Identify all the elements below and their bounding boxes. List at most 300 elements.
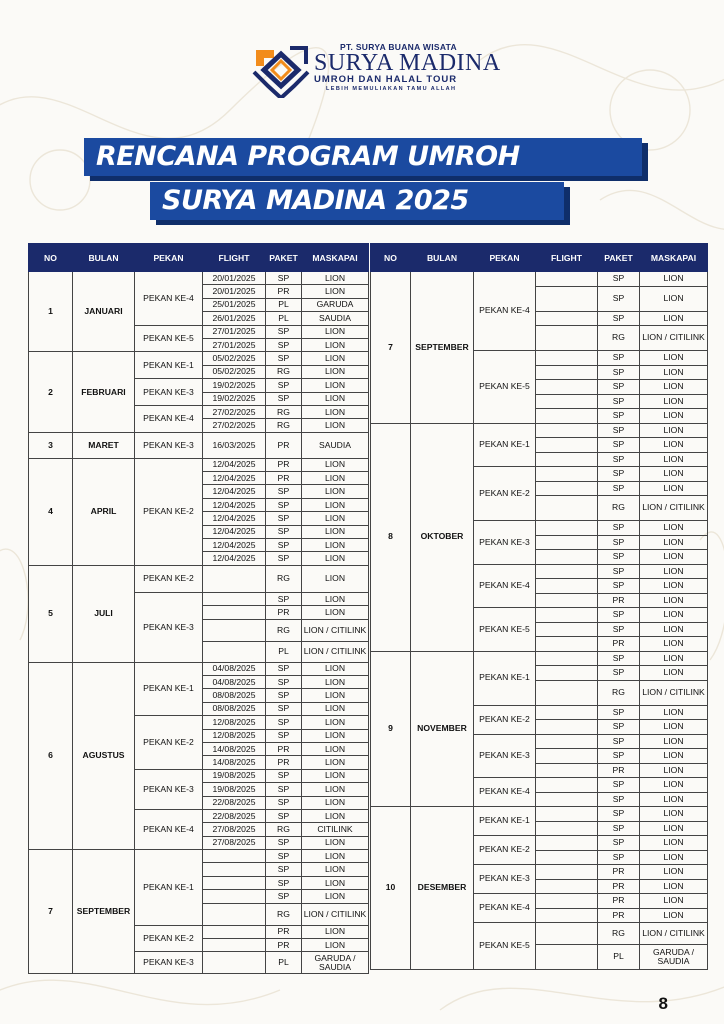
package-cell: SP: [266, 552, 302, 565]
week-cell: PEKAN KE-1: [135, 662, 203, 716]
airline-cell: LION: [302, 675, 369, 688]
package-cell: PL: [598, 945, 640, 970]
airline-cell: LION: [640, 564, 708, 579]
package-cell: SP: [266, 498, 302, 511]
table-row: [371, 272, 708, 287]
airline-cell: LION: [302, 783, 369, 796]
week-cell: PEKAN KE-3: [474, 865, 536, 894]
table-row: [371, 423, 708, 438]
package-cell: RG: [266, 619, 302, 641]
package-cell: SP: [598, 651, 640, 666]
airline-cell: LION: [302, 365, 369, 378]
company-brand-name: SURYA MADINA: [314, 50, 501, 76]
week-cell: PEKAN KE-2: [474, 836, 536, 865]
package-cell: PR: [266, 939, 302, 952]
flight-date-cell: 05/02/2025: [203, 352, 266, 365]
package-cell: PR: [598, 637, 640, 652]
package-cell: PR: [266, 285, 302, 298]
week-cell: PEKAN KE-1: [474, 651, 536, 705]
airline-cell: LION: [302, 769, 369, 782]
surya-madina-logo-mark: [250, 42, 312, 98]
week-cell: PEKAN KE-5: [474, 608, 536, 652]
flight-date-cell: [536, 564, 598, 579]
month-name-cell: MARET: [73, 432, 135, 458]
package-cell: RG: [598, 923, 640, 945]
flight-date-cell: [536, 438, 598, 453]
airline-cell: LION: [640, 467, 708, 482]
airline-cell: LION: [640, 879, 708, 894]
package-cell: SP: [266, 675, 302, 688]
airline-cell: LION: [640, 579, 708, 594]
airline-cell: LION: [302, 939, 369, 952]
airline-cell: CITILINK: [302, 823, 369, 836]
airline-cell: LION: [302, 742, 369, 755]
package-cell: SP: [598, 467, 640, 482]
package-cell: SP: [266, 379, 302, 392]
flight-date-cell: 12/08/2025: [203, 729, 266, 742]
flight-date-cell: [536, 481, 598, 496]
flight-date-cell: 04/08/2025: [203, 662, 266, 675]
flight-date-cell: [536, 452, 598, 467]
flight-date-cell: 12/04/2025: [203, 458, 266, 471]
month-number-cell: 9: [371, 651, 411, 807]
week-cell: PEKAN KE-3: [135, 592, 203, 662]
week-cell: PEKAN KE-3: [135, 379, 203, 406]
airline-cell: LION / CITILINK: [302, 903, 369, 925]
week-cell: PEKAN KE-2: [135, 716, 203, 770]
package-cell: SP: [598, 311, 640, 326]
package-cell: SP: [598, 481, 640, 496]
flight-date-cell: 19/08/2025: [203, 769, 266, 782]
flight-date-cell: [536, 680, 598, 705]
week-cell: PEKAN KE-2: [135, 458, 203, 565]
flight-date-cell: [536, 593, 598, 608]
flight-date-cell: 12/04/2025: [203, 512, 266, 525]
package-cell: SP: [598, 365, 640, 380]
package-cell: PR: [266, 606, 302, 619]
package-cell: SP: [266, 783, 302, 796]
airline-cell: LION: [640, 438, 708, 453]
airline-cell: LION: [302, 565, 369, 592]
week-cell: PEKAN KE-4: [474, 778, 536, 807]
package-cell: SP: [266, 863, 302, 876]
airline-cell: LION: [640, 593, 708, 608]
package-cell: PR: [266, 925, 302, 938]
flight-date-cell: 08/08/2025: [203, 689, 266, 702]
airline-cell: LION: [640, 651, 708, 666]
header-bulan: BULAN: [411, 244, 474, 272]
airline-cell: LION: [302, 392, 369, 405]
airline-cell: LION: [302, 756, 369, 769]
package-cell: SP: [266, 876, 302, 889]
airline-cell: LION: [640, 423, 708, 438]
month-name-cell: FEBRUARI: [73, 352, 135, 432]
airline-cell: LION: [640, 409, 708, 424]
flight-date-cell: 26/01/2025: [203, 312, 266, 325]
airline-cell: LION: [640, 311, 708, 326]
airline-cell: LION: [302, 539, 369, 552]
airline-cell: GARUDA / SAUDIA: [640, 945, 708, 970]
airline-cell: SAUDIA: [302, 312, 369, 325]
flight-date-cell: [536, 734, 598, 749]
package-cell: SP: [598, 438, 640, 453]
week-cell: PEKAN KE-4: [135, 809, 203, 849]
week-cell: PEKAN KE-4: [474, 272, 536, 351]
package-cell: RG: [266, 405, 302, 418]
flight-date-cell: [536, 894, 598, 909]
package-cell: SP: [598, 579, 640, 594]
month-number-cell: 5: [29, 565, 73, 662]
flight-date-cell: [203, 939, 266, 952]
package-cell: SP: [266, 850, 302, 863]
airline-cell: LION: [640, 749, 708, 764]
flight-date-cell: [203, 565, 266, 592]
airline-cell: LION: [302, 662, 369, 675]
table-row: [29, 352, 369, 365]
company-subtitle: UMROH DAN HALAL TOUR: [314, 74, 458, 85]
week-cell: PEKAN KE-1: [135, 850, 203, 926]
package-cell: SP: [266, 539, 302, 552]
package-cell: RG: [266, 903, 302, 925]
flight-date-cell: [536, 286, 598, 311]
flight-date-cell: 27/02/2025: [203, 419, 266, 432]
flight-date-cell: [203, 890, 266, 903]
flight-date-cell: [203, 863, 266, 876]
airline-cell: LION: [640, 705, 708, 720]
flight-date-cell: 19/02/2025: [203, 392, 266, 405]
flight-date-cell: [203, 876, 266, 889]
airline-cell: LION: [302, 890, 369, 903]
flight-date-cell: 19/02/2025: [203, 379, 266, 392]
airline-cell: GARUDA: [302, 298, 369, 311]
flight-date-cell: 05/02/2025: [203, 365, 266, 378]
week-cell: PEKAN KE-3: [474, 734, 536, 778]
month-number-cell: 2: [29, 352, 73, 432]
header-paket: PAKET: [266, 244, 302, 272]
package-cell: SP: [598, 564, 640, 579]
flight-date-cell: [203, 606, 266, 619]
flight-date-cell: [536, 836, 598, 851]
week-cell: PEKAN KE-5: [135, 325, 203, 352]
airline-cell: LION: [302, 702, 369, 715]
flight-date-cell: [536, 326, 598, 351]
company-logo: [250, 40, 501, 98]
flight-date-cell: 16/03/2025: [203, 432, 266, 458]
table-row: [371, 651, 708, 666]
airline-cell: LION: [302, 485, 369, 498]
flight-date-cell: 12/04/2025: [203, 498, 266, 511]
flight-date-cell: [203, 925, 266, 938]
airline-cell: LION: [302, 925, 369, 938]
month-name-cell: OKTOBER: [411, 423, 474, 651]
package-cell: SP: [598, 452, 640, 467]
airline-cell: LION: [640, 521, 708, 536]
flight-date-cell: 12/04/2025: [203, 472, 266, 485]
package-cell: SP: [598, 792, 640, 807]
week-cell: PEKAN KE-2: [474, 467, 536, 521]
package-cell: SP: [266, 592, 302, 605]
package-cell: SP: [266, 272, 302, 285]
package-cell: RG: [266, 565, 302, 592]
flight-date-cell: [536, 521, 598, 536]
airline-cell: LION: [640, 637, 708, 652]
airline-cell: LION: [640, 550, 708, 565]
package-cell: SP: [598, 550, 640, 565]
package-cell: SP: [598, 850, 640, 865]
flight-date-cell: [536, 879, 598, 894]
flight-date-cell: [536, 622, 598, 637]
flight-date-cell: [536, 351, 598, 366]
airline-cell: LION / CITILINK: [302, 619, 369, 641]
airline-cell: LION: [640, 720, 708, 735]
table-row: [29, 458, 369, 471]
flight-date-cell: 08/08/2025: [203, 702, 266, 715]
airline-cell: LION / CITILINK: [640, 496, 708, 521]
package-cell: SP: [598, 535, 640, 550]
flight-date-cell: 19/08/2025: [203, 783, 266, 796]
package-cell: PR: [598, 894, 640, 909]
flight-date-cell: [203, 641, 266, 662]
airline-cell: LION: [302, 863, 369, 876]
package-cell: SP: [266, 525, 302, 538]
airline-cell: LION: [640, 272, 708, 287]
package-cell: RG: [598, 326, 640, 351]
package-cell: SP: [598, 622, 640, 637]
airline-cell: GARUDA / SAUDIA: [302, 952, 369, 974]
package-cell: SP: [598, 749, 640, 764]
month-number-cell: 7: [371, 272, 411, 424]
package-cell: PR: [266, 472, 302, 485]
flight-date-cell: 12/04/2025: [203, 525, 266, 538]
package-cell: SP: [266, 512, 302, 525]
airline-cell: LION: [640, 763, 708, 778]
flight-date-cell: 27/08/2025: [203, 823, 266, 836]
package-cell: SP: [598, 666, 640, 681]
flight-date-cell: 14/08/2025: [203, 742, 266, 755]
month-name-cell: NOVEMBER: [411, 651, 474, 807]
package-cell: SP: [266, 836, 302, 849]
airline-cell: LION: [640, 778, 708, 793]
package-cell: SP: [598, 380, 640, 395]
package-cell: RG: [266, 823, 302, 836]
flight-date-cell: [536, 850, 598, 865]
airline-cell: LION: [302, 689, 369, 702]
package-cell: SP: [598, 807, 640, 822]
airline-cell: LION: [302, 272, 369, 285]
title-banner-line-1: RENCANA PROGRAM UMROH: [84, 138, 642, 176]
week-cell: PEKAN KE-3: [135, 952, 203, 974]
package-cell: SP: [598, 272, 640, 287]
month-name-cell: JANUARI: [73, 272, 135, 352]
airline-cell: LION: [640, 481, 708, 496]
month-name-cell: APRIL: [73, 458, 135, 565]
airline-cell: LION: [302, 592, 369, 605]
airline-cell: LION: [640, 821, 708, 836]
airline-cell: LION: [640, 380, 708, 395]
airline-cell: LION: [302, 606, 369, 619]
airline-cell: LION: [640, 535, 708, 550]
airline-cell: LION: [302, 325, 369, 338]
flight-date-cell: 04/08/2025: [203, 675, 266, 688]
airline-cell: SAUDIA: [302, 432, 369, 458]
package-cell: SP: [266, 338, 302, 351]
header-maskapai: MASKAPAI: [302, 244, 369, 272]
airline-cell: LION: [640, 622, 708, 637]
title-banner-line-2: SURYA MADINA 2025: [150, 182, 564, 220]
week-cell: PEKAN KE-4: [474, 894, 536, 923]
package-cell: SP: [266, 325, 302, 338]
week-cell: PEKAN KE-4: [135, 405, 203, 432]
package-cell: SP: [598, 836, 640, 851]
flight-date-cell: 22/08/2025: [203, 796, 266, 809]
flight-date-cell: [536, 272, 598, 287]
flight-date-cell: [536, 666, 598, 681]
week-cell: PEKAN KE-1: [474, 807, 536, 836]
table-header-row: [29, 244, 369, 272]
month-number-cell: 10: [371, 807, 411, 970]
package-cell: SP: [598, 734, 640, 749]
package-cell: SP: [266, 890, 302, 903]
month-number-cell: 4: [29, 458, 73, 565]
table-row: [29, 850, 369, 863]
flight-date-cell: 27/01/2025: [203, 325, 266, 338]
airline-cell: LION: [640, 452, 708, 467]
package-cell: SP: [598, 394, 640, 409]
airline-cell: LION: [302, 472, 369, 485]
header-flight: FLIGHT: [203, 244, 266, 272]
week-cell: PEKAN KE-2: [135, 565, 203, 592]
package-cell: PR: [266, 458, 302, 471]
header-pekan: PEKAN: [135, 244, 203, 272]
table-row: [29, 432, 369, 458]
package-cell: PR: [598, 593, 640, 608]
table-row: [371, 807, 708, 822]
package-cell: SP: [266, 702, 302, 715]
airline-cell: LION: [302, 285, 369, 298]
package-cell: PR: [598, 908, 640, 923]
week-cell: PEKAN KE-3: [474, 521, 536, 565]
airline-cell: LION: [640, 734, 708, 749]
package-cell: SP: [598, 720, 640, 735]
month-name-cell: AGUSTUS: [73, 662, 135, 849]
package-cell: SP: [598, 821, 640, 836]
month-name-cell: SEPTEMBER: [411, 272, 474, 424]
airline-cell: LION: [302, 525, 369, 538]
week-cell: PEKAN KE-5: [474, 351, 536, 424]
flight-date-cell: 27/02/2025: [203, 405, 266, 418]
package-cell: PR: [266, 432, 302, 458]
flight-date-cell: [536, 394, 598, 409]
table-row: [29, 272, 369, 285]
table-header-row: [371, 244, 708, 272]
airline-cell: LION: [302, 836, 369, 849]
header-flight: FLIGHT: [536, 244, 598, 272]
header-no: NO: [29, 244, 73, 272]
package-cell: SP: [598, 778, 640, 793]
schedule-table-left: [28, 243, 369, 974]
package-cell: SP: [266, 716, 302, 729]
flight-date-cell: [536, 311, 598, 326]
month-name-cell: SEPTEMBER: [73, 850, 135, 974]
flight-date-cell: 12/04/2025: [203, 485, 266, 498]
package-cell: RG: [598, 496, 640, 521]
airline-cell: LION: [302, 498, 369, 511]
airline-cell: LION: [302, 729, 369, 742]
flight-date-cell: 25/01/2025: [203, 298, 266, 311]
flight-date-cell: [536, 821, 598, 836]
flight-date-cell: 22/08/2025: [203, 809, 266, 822]
package-cell: SP: [266, 392, 302, 405]
airline-cell: LION: [302, 379, 369, 392]
airline-cell: LION / CITILINK: [640, 680, 708, 705]
airline-cell: LION: [302, 458, 369, 471]
flight-date-cell: [536, 763, 598, 778]
month-number-cell: 3: [29, 432, 73, 458]
package-cell: SP: [266, 729, 302, 742]
package-cell: SP: [266, 769, 302, 782]
package-cell: SP: [266, 352, 302, 365]
month-number-cell: 6: [29, 662, 73, 849]
package-cell: PR: [598, 763, 640, 778]
company-legal-name: PT. SURYA BUANA WISATA: [340, 42, 457, 52]
month-number-cell: 7: [29, 850, 73, 974]
package-cell: SP: [266, 796, 302, 809]
flight-date-cell: [203, 850, 266, 863]
month-number-cell: 1: [29, 272, 73, 352]
flight-date-cell: 20/01/2025: [203, 285, 266, 298]
package-cell: PR: [598, 879, 640, 894]
schedule-table-right: [370, 243, 708, 970]
airline-cell: LION: [302, 876, 369, 889]
airline-cell: LION: [640, 394, 708, 409]
flight-date-cell: [536, 535, 598, 550]
airline-cell: LION / CITILINK: [640, 326, 708, 351]
flight-date-cell: 20/01/2025: [203, 272, 266, 285]
week-cell: PEKAN KE-5: [474, 923, 536, 970]
week-cell: PEKAN KE-3: [135, 432, 203, 458]
package-cell: SP: [598, 351, 640, 366]
flight-date-cell: [536, 496, 598, 521]
header-bulan: BULAN: [73, 244, 135, 272]
package-cell: SP: [266, 809, 302, 822]
package-cell: PL: [266, 952, 302, 974]
company-tagline: LEBIH MEMULIAKAN TAMU ALLAH: [326, 86, 457, 92]
airline-cell: LION: [640, 666, 708, 681]
airline-cell: LION: [302, 809, 369, 822]
flight-date-cell: [203, 903, 266, 925]
week-cell: PEKAN KE-4: [474, 564, 536, 608]
package-cell: SP: [598, 608, 640, 623]
airline-cell: LION: [302, 796, 369, 809]
flight-date-cell: [536, 423, 598, 438]
flight-date-cell: [536, 467, 598, 482]
flight-date-cell: [536, 792, 598, 807]
month-number-cell: 8: [371, 423, 411, 651]
flight-date-cell: [203, 592, 266, 605]
airline-cell: LION / CITILINK: [640, 923, 708, 945]
package-cell: RG: [598, 680, 640, 705]
flight-date-cell: 12/04/2025: [203, 539, 266, 552]
airline-cell: LION: [640, 894, 708, 909]
flight-date-cell: [536, 908, 598, 923]
package-cell: PL: [266, 298, 302, 311]
package-cell: PL: [266, 312, 302, 325]
airline-cell: LION: [302, 419, 369, 432]
package-cell: RG: [266, 419, 302, 432]
flight-date-cell: [536, 807, 598, 822]
package-cell: SP: [266, 662, 302, 675]
flight-date-cell: [536, 380, 598, 395]
